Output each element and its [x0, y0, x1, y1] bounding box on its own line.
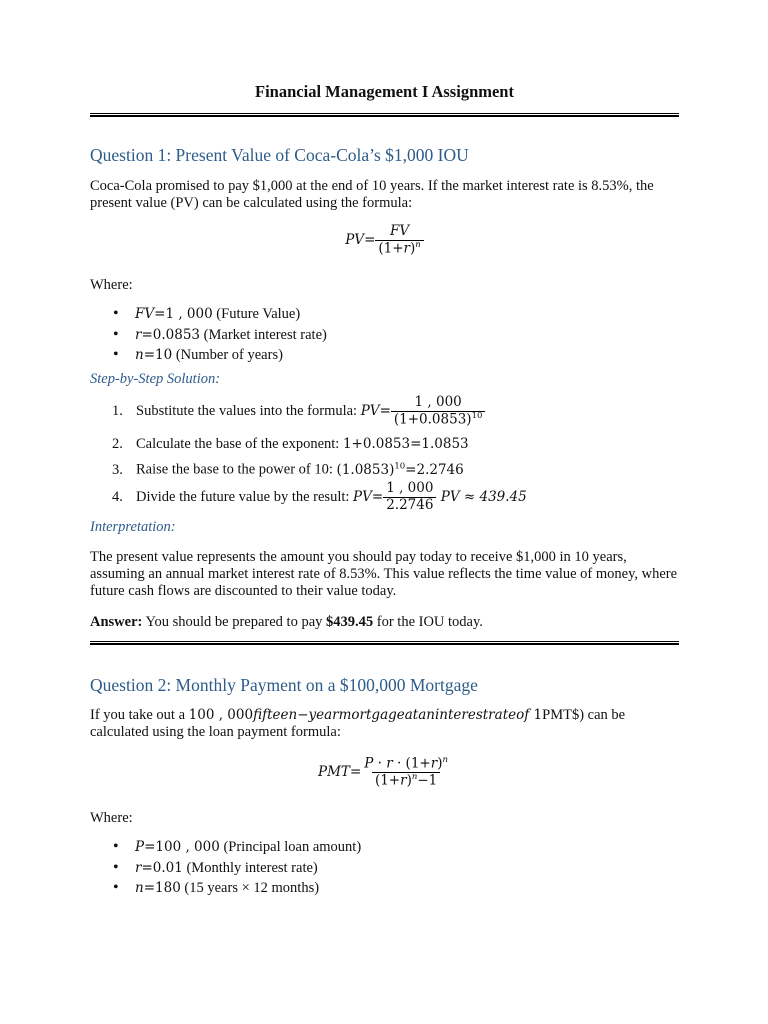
step-item: 4. Divide the future value by the result: PV= $\frac{1 , 000}{2.2746}$ PV ≈ 439.45 [112, 480, 527, 513]
q2-where: Where: [90, 810, 133, 826]
steps-list [112, 391, 527, 517]
q2-heading: Question 2: Monthly Payment on a $100,000 Mortgage [90, 675, 478, 695]
divider [90, 113, 679, 117]
list-item: • n=180 (15 years × 12 months) [110, 878, 361, 899]
q1-heading: Question 1: Present Value of Coca-Cola’s $1,000 IOU [90, 145, 469, 165]
q2-intro: If you take out a 100 , 000fifteen−yearmortgageataninterestrateof 1PMT$) can be calculated using the loan payment formula: [90, 707, 626, 740]
q1-where: Where: [90, 277, 133, 293]
q2-variable-list [110, 837, 361, 899]
list-item: • r=0.01 (Monthly interest rate) [110, 858, 361, 879]
step-item: 1. Substitute the values into the formula: PV= $\frac{1 , 000}{(1+0.0853)^{10}}$ [112, 391, 527, 428]
interpretation-heading: Interpretation: [90, 519, 176, 535]
pv-formula: PV= $\frac{FV}{(1+r)^n}$ [90, 224, 679, 257]
pmt-formula: PMT= $\frac{P \cdot r \cdot (1+r)^n}{(1+r)^n-1}$ [318, 755, 448, 789]
list-item: • n=10 (Number of years) [110, 345, 327, 366]
divider [90, 641, 679, 645]
step-item: 3. Raise the base to the power of 10: $(1.0853)^{10}=2.2746$ [112, 461, 464, 478]
document-title: Financial Management I Assignment [255, 82, 514, 101]
list-item: • P=100 , 000 (Principal loan amount) [110, 837, 361, 858]
list-item: • FV=1 , 000 (Future Value) [110, 304, 327, 325]
list-item: • r=0.0853 (Market interest rate) [110, 325, 327, 346]
q1-variable-list [110, 304, 327, 366]
q1-answer: Answer: You should be prepared to pay $439.45 for the IOU today. [90, 614, 483, 630]
steps-heading: Step-by-Step Solution: [90, 371, 221, 387]
step-item: 2. Calculate the base of the exponent: 1+0.0853=1.0853 [112, 436, 469, 452]
q1-intro: Coca-Cola promised to pay $1,000 at the end of 10 years. If the market interest rate is 8.53%, the present value (PV) can be calculated using the formula: [90, 178, 654, 211]
interpretation-text: The present value represents the amount you should pay today to receive $1,000 in 10 years, assuming an annual market interest rate of 8.53%. This value reflects the time value of money, where future cash flows are discounted to their value today. [90, 549, 678, 599]
